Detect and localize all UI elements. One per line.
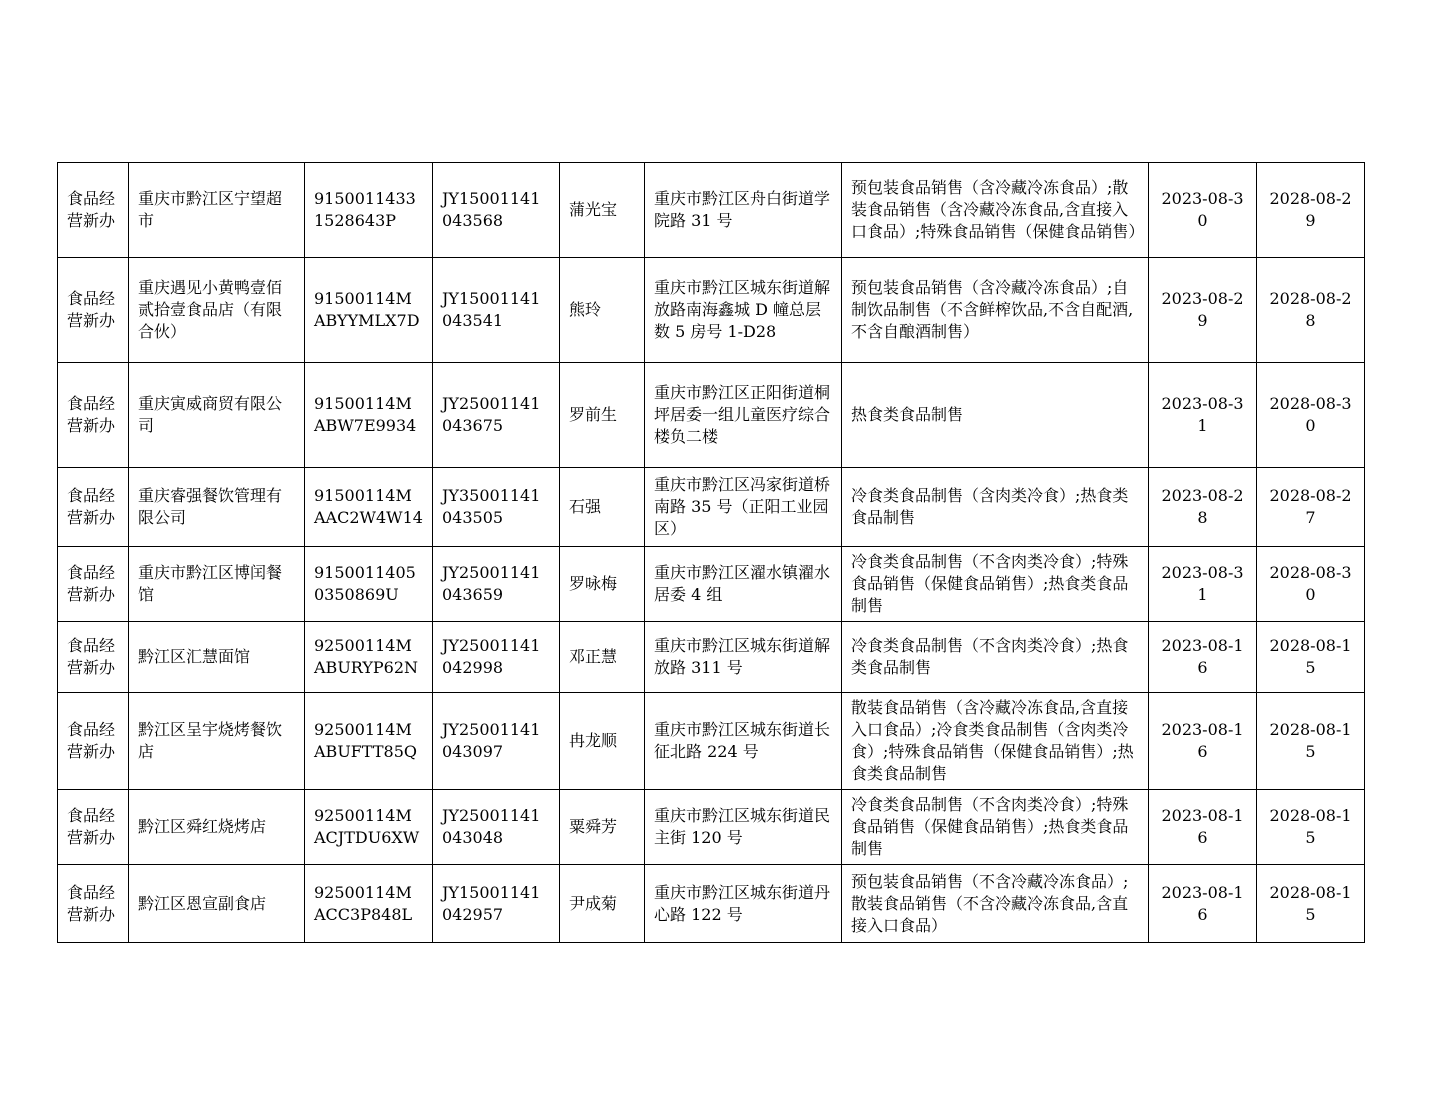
license-number-cell: JY25001141043097 <box>433 693 560 790</box>
table-row <box>58 622 1365 693</box>
credit-code-cell: 92500114MABUFTT85Q <box>305 693 433 790</box>
expiry-date-cell: 2028-08-15 <box>1257 790 1365 865</box>
legal-representative-cell: 罗前生 <box>560 363 645 468</box>
record-type-cell: 食品经营新办 <box>58 622 129 693</box>
table-body <box>58 163 1365 943</box>
business-address-cell: 重庆市黔江区濯水镇濯水居委 4 组 <box>645 547 842 622</box>
record-type-cell: 食品经营新办 <box>58 790 129 865</box>
expiry-date-cell: 2028-08-27 <box>1257 468 1365 547</box>
license-number-cell: JY15001141043541 <box>433 258 560 363</box>
license-number-cell: JY15001141042957 <box>433 865 560 943</box>
issue-date-cell: 2023-08-28 <box>1149 468 1257 547</box>
business-address-cell: 重庆市黔江区城东街道民主街 120 号 <box>645 790 842 865</box>
expiry-date-cell: 2028-08-30 <box>1257 363 1365 468</box>
business-address-cell: 重庆市黔江区舟白街道学院路 31 号 <box>645 163 842 258</box>
credit-code-cell: 92500114MACJTDU6XW <box>305 790 433 865</box>
record-type-cell: 食品经营新办 <box>58 468 129 547</box>
license-number-cell: JY25001141042998 <box>433 622 560 693</box>
business-scope-cell: 预包装食品销售（含冷藏冷冻食品）;自制饮品制售（不含鲜榨饮品,不含自配酒,不含自酿酒制售） <box>842 258 1149 363</box>
credit-code-cell: 91500114MABYYMLX7D <box>305 258 433 363</box>
legal-representative-cell: 罗咏梅 <box>560 547 645 622</box>
issue-date-cell: 2023-08-16 <box>1149 865 1257 943</box>
legal-representative-cell: 粟舜芳 <box>560 790 645 865</box>
table-row <box>58 865 1365 943</box>
issue-date-cell: 2023-08-31 <box>1149 363 1257 468</box>
business-address-cell: 重庆市黔江区城东街道丹心路 122 号 <box>645 865 842 943</box>
expiry-date-cell: 2028-08-15 <box>1257 622 1365 693</box>
business-scope-cell: 预包装食品销售（含冷藏冷冻食品）;散装食品销售（含冷藏冷冻食品,含直接入口食品）;特殊食品销售（保健食品销售） <box>842 163 1149 258</box>
business-scope-cell: 冷食类食品制售（含肉类冷食）;热食类食品制售 <box>842 468 1149 547</box>
issue-date-cell: 2023-08-16 <box>1149 693 1257 790</box>
license-number-cell: JY15001141043568 <box>433 163 560 258</box>
record-type-cell: 食品经营新办 <box>58 258 129 363</box>
license-number-cell: JY25001141043675 <box>433 363 560 468</box>
business-name-cell: 黔江区舜红烧烤店 <box>129 790 305 865</box>
record-type-cell: 食品经营新办 <box>58 547 129 622</box>
business-address-cell: 重庆市黔江区城东街道长征北路 224 号 <box>645 693 842 790</box>
business-name-cell: 重庆睿强餐饮管理有限公司 <box>129 468 305 547</box>
table-row <box>58 547 1365 622</box>
business-address-cell: 重庆市黔江区正阳街道桐坪居委一组儿童医疗综合楼负二楼 <box>645 363 842 468</box>
business-address-cell: 重庆市黔江区城东街道解放路 311 号 <box>645 622 842 693</box>
business-name-cell: 黔江区呈宇烧烤餐饮店 <box>129 693 305 790</box>
expiry-date-cell: 2028-08-15 <box>1257 693 1365 790</box>
license-records-table <box>57 162 1365 943</box>
table-row <box>58 693 1365 790</box>
credit-code-cell: 91500114MAAC2W4W14 <box>305 468 433 547</box>
business-name-cell: 重庆市黔江区宁望超市 <box>129 163 305 258</box>
business-name-cell: 重庆遇见小黄鸭壹佰贰拾壹食品店（有限合伙） <box>129 258 305 363</box>
business-address-cell: 重庆市黔江区冯家街道桥南路 35 号（正阳工业园区） <box>645 468 842 547</box>
table-row <box>58 468 1365 547</box>
legal-representative-cell: 尹成菊 <box>560 865 645 943</box>
business-scope-cell: 冷食类食品制售（不含肉类冷食）;特殊食品销售（保健食品销售）;热食类食品制售 <box>842 790 1149 865</box>
license-number-cell: JY35001141043505 <box>433 468 560 547</box>
business-name-cell: 重庆市黔江区博闰餐馆 <box>129 547 305 622</box>
issue-date-cell: 2023-08-16 <box>1149 622 1257 693</box>
credit-code-cell: 92500114MACC3P848L <box>305 865 433 943</box>
license-number-cell: JY25001141043659 <box>433 547 560 622</box>
business-address-cell: 重庆市黔江区城东街道解放路南海鑫城 D 幢总层数 5 房号 1-D28 <box>645 258 842 363</box>
record-type-cell: 食品经营新办 <box>58 865 129 943</box>
credit-code-cell: 91500114331528643P <box>305 163 433 258</box>
business-name-cell: 黔江区恩宣副食店 <box>129 865 305 943</box>
table-row <box>58 258 1365 363</box>
table-row <box>58 163 1365 258</box>
table-row <box>58 363 1365 468</box>
legal-representative-cell: 邓正慧 <box>560 622 645 693</box>
expiry-date-cell: 2028-08-29 <box>1257 163 1365 258</box>
record-type-cell: 食品经营新办 <box>58 163 129 258</box>
issue-date-cell: 2023-08-16 <box>1149 790 1257 865</box>
business-scope-cell: 冷食类食品制售（不含肉类冷食）;热食类食品制售 <box>842 622 1149 693</box>
issue-date-cell: 2023-08-29 <box>1149 258 1257 363</box>
credit-code-cell: 92500114MABURYP62N <box>305 622 433 693</box>
legal-representative-cell: 蒲光宝 <box>560 163 645 258</box>
legal-representative-cell: 石强 <box>560 468 645 547</box>
legal-representative-cell: 冉龙顺 <box>560 693 645 790</box>
issue-date-cell: 2023-08-30 <box>1149 163 1257 258</box>
legal-representative-cell: 熊玲 <box>560 258 645 363</box>
business-scope-cell: 热食类食品制售 <box>842 363 1149 468</box>
business-scope-cell: 冷食类食品制售（不含肉类冷食）;特殊食品销售（保健食品销售）;热食类食品制售 <box>842 547 1149 622</box>
business-scope-cell: 预包装食品销售（不含冷藏冷冻食品）;散装食品销售（不含冷藏冷冻食品,含直接入口食品） <box>842 865 1149 943</box>
expiry-date-cell: 2028-08-30 <box>1257 547 1365 622</box>
business-scope-cell: 散装食品销售（含冷藏冷冻食品,含直接入口食品）;冷食类食品制售（含肉类冷食）;特殊食品销售（保健食品销售）;热食类食品制售 <box>842 693 1149 790</box>
expiry-date-cell: 2028-08-28 <box>1257 258 1365 363</box>
license-number-cell: JY25001141043048 <box>433 790 560 865</box>
record-type-cell: 食品经营新办 <box>58 693 129 790</box>
credit-code-cell: 91500114MABW7E9934 <box>305 363 433 468</box>
record-type-cell: 食品经营新办 <box>58 363 129 468</box>
issue-date-cell: 2023-08-31 <box>1149 547 1257 622</box>
business-name-cell: 黔江区汇慧面馆 <box>129 622 305 693</box>
credit-code-cell: 91500114050350869U <box>305 547 433 622</box>
business-name-cell: 重庆寅威商贸有限公司 <box>129 363 305 468</box>
expiry-date-cell: 2028-08-15 <box>1257 865 1365 943</box>
table-row <box>58 790 1365 865</box>
